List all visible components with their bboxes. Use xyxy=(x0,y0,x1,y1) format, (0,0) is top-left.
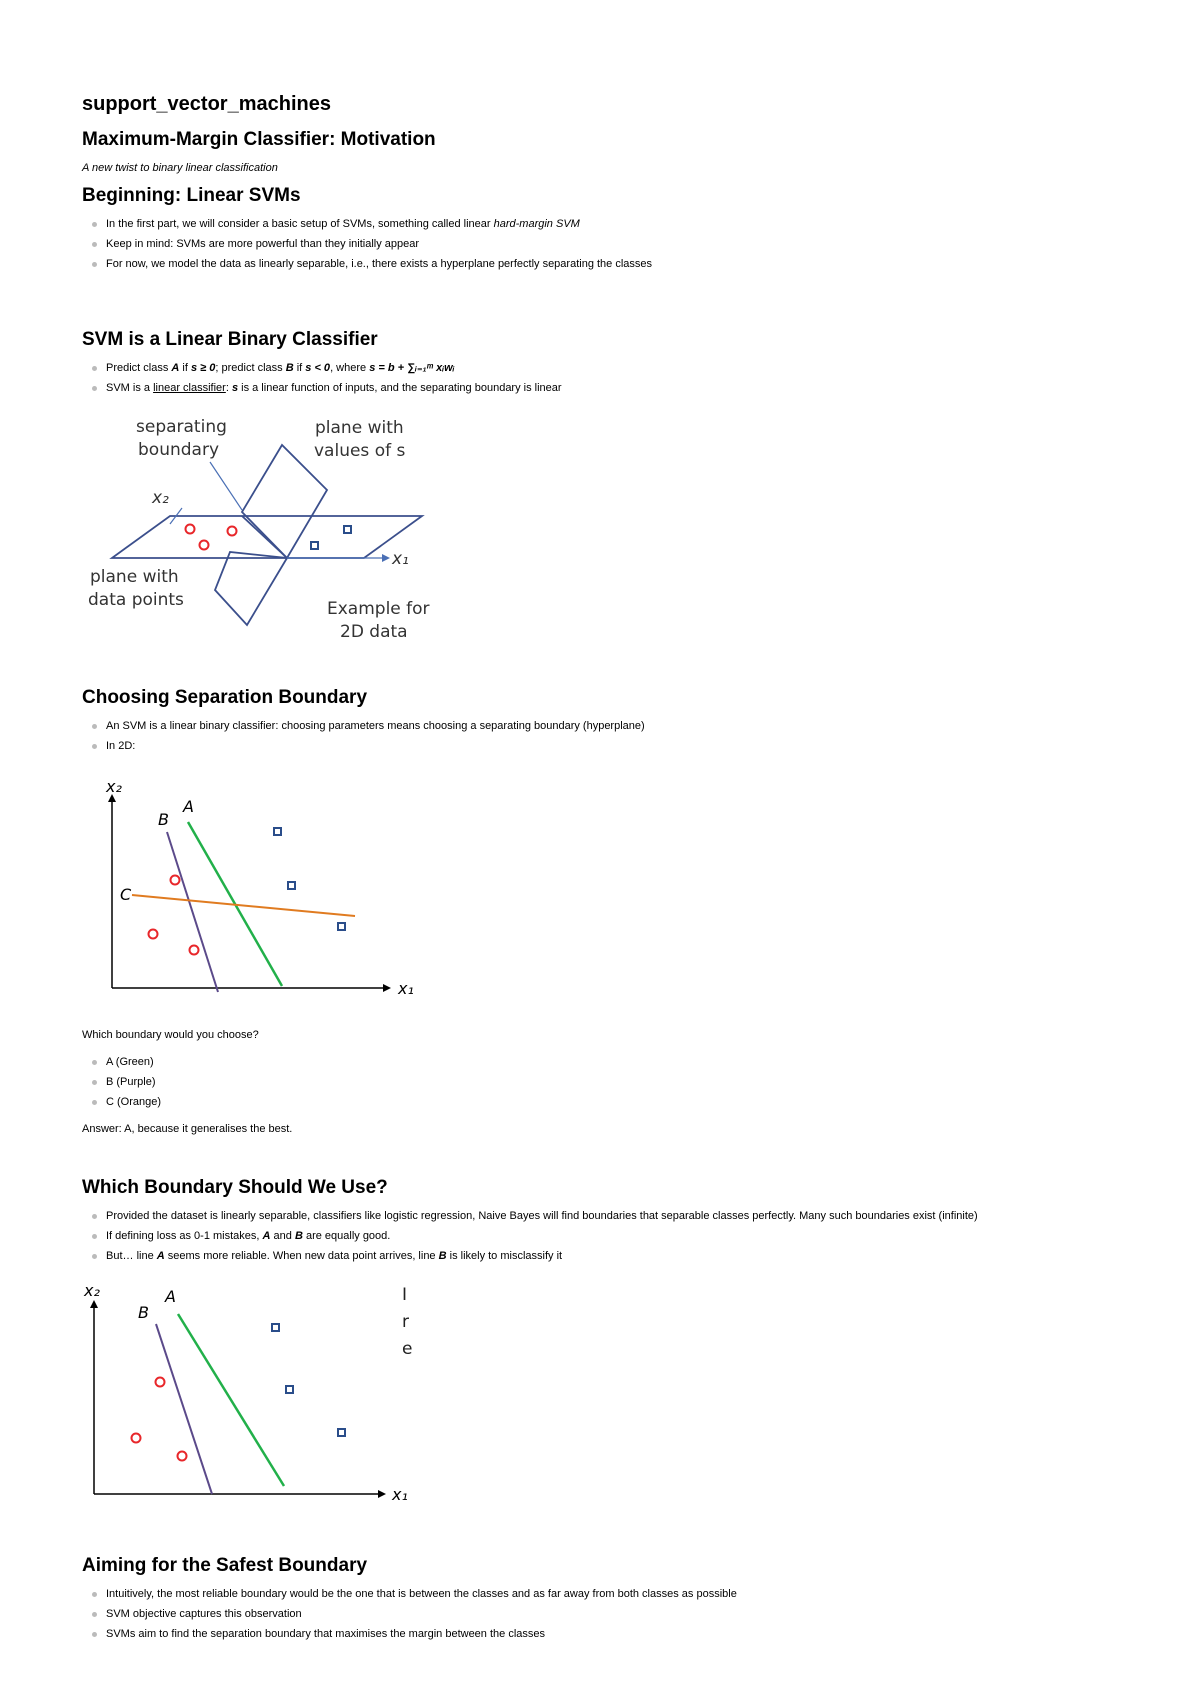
x-arrowhead xyxy=(383,984,391,992)
svm-planes-figure xyxy=(82,412,432,642)
boundary-line-c-orange xyxy=(132,895,355,916)
boundary-label-a: A xyxy=(183,797,194,816)
label-data-points: data points xyxy=(88,590,184,610)
document-title: support_vector_machines xyxy=(82,93,331,115)
red-point xyxy=(228,527,237,536)
boundary-choice-figure xyxy=(100,780,420,1002)
label-2d-data: 2D data xyxy=(340,622,408,642)
separating-boundary-line xyxy=(242,516,287,558)
boundary-line-b-purple xyxy=(156,1324,212,1494)
list-item: For now, we model the data as linearly separable, i.e., there exists a hyperplane perfectly separating the classes xyxy=(106,254,1142,274)
list-item: Keep in mind: SVMs are more powerful than they initially appear xyxy=(106,234,1142,254)
list-item: In the first part, we will consider a basic setup of SVMs, something called linear hard-margin SVM xyxy=(106,214,1142,234)
red-point xyxy=(190,946,199,955)
linear-classifier-link[interactable]: linear classifier xyxy=(153,382,226,394)
answer-text: Answer: A, because it generalises the best. xyxy=(82,1123,293,1135)
boundary-label-c: C xyxy=(120,885,132,904)
list-item: Intuitively, the most reliable boundary would be the one that is between the classes and as far away from both classes as possible xyxy=(106,1584,1142,1604)
red-point xyxy=(149,930,158,939)
red-point xyxy=(156,1378,165,1387)
linear-svms-list xyxy=(82,214,1142,274)
y-arrowhead xyxy=(90,1300,98,1308)
safest-boundary-list xyxy=(82,1584,1142,1644)
list-item: Provided the dataset is linearly separable, classifiers like logistic regression, Naive Bayes will find boundaries that separable classes perfectly. Many such boundaries exist (infinite) xyxy=(106,1206,1142,1226)
label-plane-with-data: plane with xyxy=(90,567,179,587)
list-item: SVM is a linear classifier: s is a linear function of inputs, and the separating boundary is linear xyxy=(106,378,1142,398)
blue-point xyxy=(286,1386,293,1393)
blue-point xyxy=(274,828,281,835)
label-plane-with-s: plane with xyxy=(315,418,404,438)
section-title-motivation: Maximum-Margin Classifier: Motivation xyxy=(82,129,436,150)
red-point xyxy=(132,1434,141,1443)
boundary-line-b-purple xyxy=(167,832,218,992)
clipped-text: e xyxy=(402,1339,413,1359)
section-title-choosing-boundary: Choosing Separation Boundary xyxy=(82,687,368,708)
section-title-linear-svms: Beginning: Linear SVMs xyxy=(82,185,301,206)
label-separating: separating xyxy=(136,417,227,437)
x-arrowhead xyxy=(378,1490,386,1498)
clipped-text: r xyxy=(402,1312,409,1332)
axis-label-x2: x₂ xyxy=(152,488,169,508)
red-point xyxy=(200,541,209,550)
clipped-text: I xyxy=(402,1285,408,1305)
options-list xyxy=(82,1052,1142,1112)
red-point xyxy=(178,1452,187,1461)
option-c: C (Orange) xyxy=(106,1092,1142,1112)
list-item: SVMs aim to find the separation boundary that maximises the margin between the classes xyxy=(106,1624,1142,1644)
boundary-pointer xyxy=(210,462,242,510)
axis-label-x1: x₁ xyxy=(392,1485,408,1504)
reliable-boundary-figure xyxy=(82,1280,422,1510)
label-values-of-s: values of s xyxy=(314,441,406,461)
section-title-linear-binary-classifier: SVM is a Linear Binary Classifier xyxy=(82,329,378,350)
boundary-label-b: B xyxy=(138,1303,149,1322)
blue-point xyxy=(338,923,345,930)
blue-point xyxy=(288,882,295,889)
which-boundary-list xyxy=(82,1206,1142,1266)
option-a: A (Green) xyxy=(106,1052,1142,1072)
blue-point xyxy=(344,526,351,533)
section-subtitle: A new twist to binary linear classification xyxy=(82,162,278,174)
red-point xyxy=(171,876,180,885)
list-item: But… line A seems more reliable. When new data point arrives, line B is likely to misclassify it xyxy=(106,1246,1142,1266)
blue-point xyxy=(311,542,318,549)
blue-point xyxy=(272,1324,279,1331)
axis-label-x2: x₂ xyxy=(106,780,122,796)
question-text: Which boundary would you choose? xyxy=(82,1029,259,1041)
binary-classifier-list xyxy=(82,358,1142,398)
list-item: An SVM is a linear binary classifier: choosing parameters means choosing a separating boundary (hyperplane) xyxy=(106,716,1142,736)
label-example-for: Example for xyxy=(327,599,430,619)
option-b: B (Purple) xyxy=(106,1072,1142,1092)
boundary-label-b: B xyxy=(158,810,169,829)
label-boundary: boundary xyxy=(138,440,219,460)
axis-label-x1: x₁ xyxy=(398,979,414,998)
s-value-plane-lower xyxy=(215,552,287,625)
list-item: SVM objective captures this observation xyxy=(106,1604,1142,1624)
choosing-boundary-list xyxy=(82,716,1142,756)
list-item: In 2D: xyxy=(106,736,1142,756)
boundary-line-a-green xyxy=(178,1314,284,1486)
axis-label-x2: x₂ xyxy=(84,1281,100,1300)
list-item: If defining loss as 0-1 mistakes, A and B are equally good. xyxy=(106,1226,1142,1246)
list-item: Predict class A if s ≥ 0; predict class B if s < 0, where s = b + ∑ᵢ₌₁ᵐ xᵢwᵢ xyxy=(106,358,1142,378)
red-point xyxy=(186,525,195,534)
section-title-which-boundary: Which Boundary Should We Use? xyxy=(82,1177,388,1198)
section-title-safest-boundary: Aiming for the Safest Boundary xyxy=(82,1555,368,1576)
axis-label-x1: x₁ xyxy=(392,549,409,569)
x1-arrowhead xyxy=(382,554,390,562)
blue-point xyxy=(338,1429,345,1436)
boundary-label-a: A xyxy=(165,1287,176,1306)
